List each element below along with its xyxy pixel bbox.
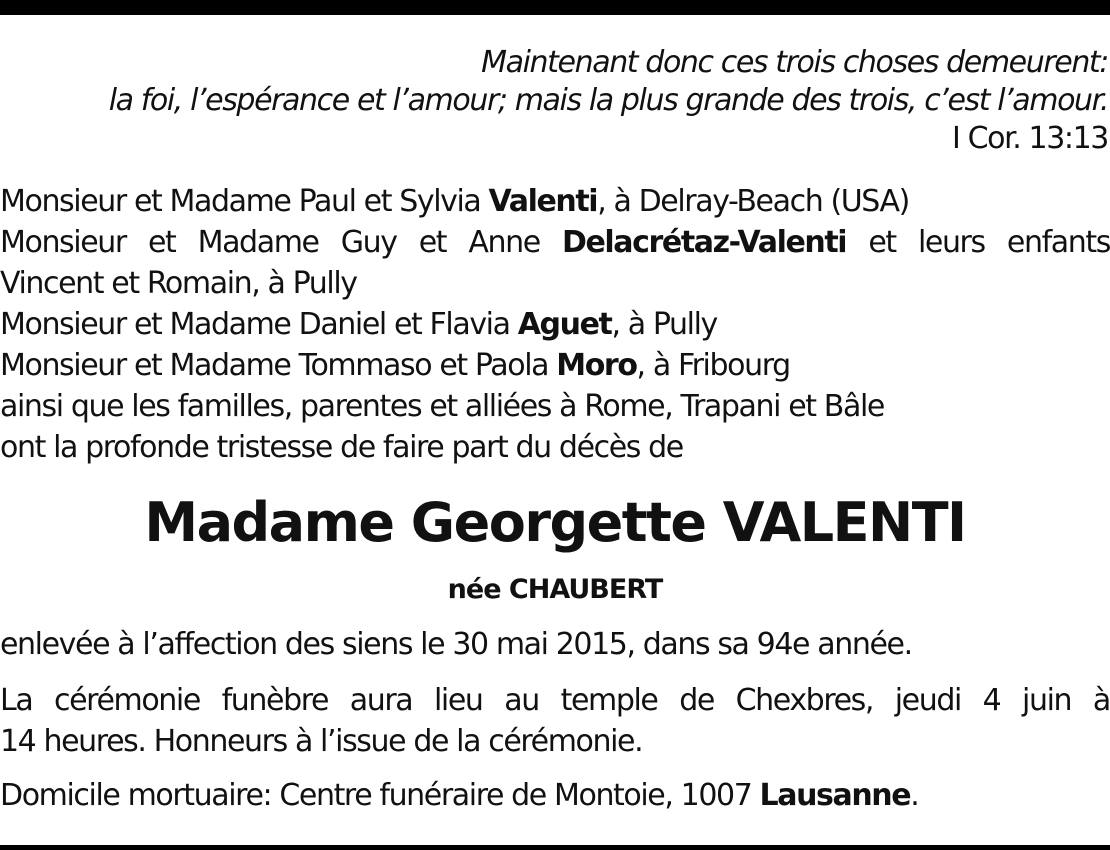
family-surname: Delacrétaz-Valenti xyxy=(561,225,847,260)
bottom-border-rule xyxy=(0,845,1110,850)
family-line: Vincent et Romain, à Pully xyxy=(0,266,357,301)
verse-line-2: la foi, l’espérance et l’amour; mais la plus grande des trois, c’est l’amour. xyxy=(108,83,1108,118)
verse-reference: I Cor. 13:13 xyxy=(952,121,1108,156)
ceremony-line-2: 14 heures. Honneurs à l’issue de la cérémonie. xyxy=(0,724,643,759)
top-border-rule xyxy=(0,0,1110,15)
family-surname: Aguet xyxy=(517,307,612,342)
maiden-name: née CHAUBERT xyxy=(447,574,663,605)
death-notice: enlevée à l’affection des siens le 30 mai 2015, dans sa 94e année. xyxy=(0,627,912,662)
family-surname: Valenti xyxy=(488,184,598,219)
family-line: Monsieur et Madame Tommaso et Paola Moro, à Fribourg xyxy=(0,348,790,383)
domicile-notice: Domicile mortuaire: Centre funéraire de Montoie, 1007 Lausanne. xyxy=(0,778,919,813)
family-line: Monsieur et Madame Daniel et Flavia Aguet, à Pully xyxy=(0,307,717,342)
bible-verse xyxy=(109,44,1108,158)
ceremony-notice xyxy=(0,680,1110,762)
verse-line-1: Maintenant donc ces trois choses demeurent: xyxy=(481,45,1108,80)
family-line: Monsieur et Madame Guy et Anne Delacrétaz-Valenti et leurs enfants xyxy=(0,222,1110,263)
announcement-intro: ont la profonde tristesse de faire part du décès de xyxy=(0,430,683,465)
family-line: ainsi que les familles, parentes et alliées à Rome, Trapani et Bâle xyxy=(0,389,884,424)
family-list xyxy=(0,181,1110,468)
domicile-city: Lausanne xyxy=(759,778,911,813)
ceremony-line-1: La cérémonie funèbre aura lieu au temple de Chexbres, jeudi 4 juin à xyxy=(0,683,1110,718)
deceased-name: Madame Georgette VALENTI xyxy=(144,491,966,554)
family-line: Monsieur et Madame Paul et Sylvia Valenti, à Delray-Beach (USA) xyxy=(0,184,909,219)
family-surname: Moro xyxy=(556,348,637,383)
